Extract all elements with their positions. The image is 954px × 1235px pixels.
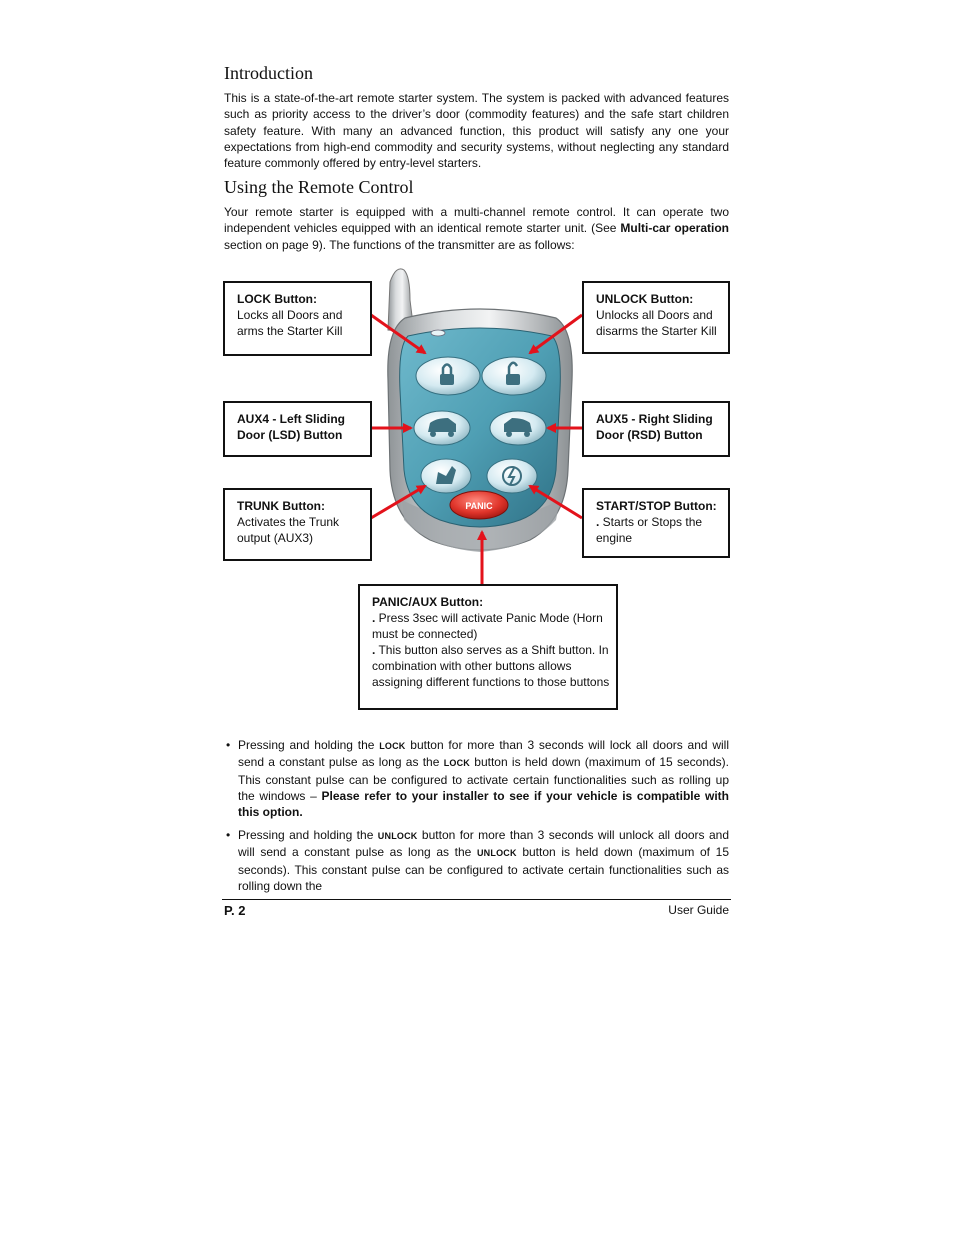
callout-startstop-text1: Starts or Stops the: [599, 515, 703, 529]
panic-label: PANIC: [465, 501, 493, 511]
callout-aux4: [223, 401, 372, 457]
bullet-lock-text: [238, 737, 729, 820]
startstop-button-graphic: [487, 459, 537, 493]
aux5-button-graphic: [490, 411, 546, 445]
callout-unlock: [582, 281, 730, 354]
callout-panic-item2a: [372, 642, 616, 658]
callout-startstop-line1: [596, 514, 728, 530]
remote-body-end: section on page 9). The functions of the transmitter are as follows:: [224, 237, 575, 252]
b1-mid: button for more than 3 seconds will lock all doors and will send a constant pulse as long as the: [238, 738, 729, 770]
callout-startstop: [582, 488, 730, 558]
b1-sc2: LOCK: [443, 758, 470, 769]
callout-panic-item1a-text: Press 3sec will activate Panic Mode (Horn: [375, 611, 603, 625]
callout-unlock-title: UNLOCK Button:: [596, 292, 694, 306]
b2-post: button is held down (maximum of 15 seconds). This constant pulse can be configured to activate certain functionalities such as rolling down the: [238, 845, 729, 893]
callout-startstop-title: START/STOP Button:: [596, 499, 717, 513]
b1-bold: Please refer to your installer to see if your vehicle is compatible with this option.: [238, 788, 729, 820]
page-number: P. 2: [224, 903, 246, 918]
callout-panic: [358, 584, 618, 710]
aux4-button-graphic: [414, 411, 470, 445]
callout-startstop-dot: .: [596, 515, 600, 529]
callout-lock-line1: Locks all Doors and: [237, 308, 343, 322]
b2-pre: Pressing and holding the: [238, 828, 378, 842]
callout-aux5: [582, 401, 730, 457]
callout-trunk: [223, 488, 372, 561]
callout-aux5-line1: AUX5 - Right Sliding: [596, 412, 713, 426]
callout-panic-item2c: assigning different functions to those buttons: [372, 675, 610, 689]
b1-sc1: LOCK: [379, 741, 406, 751]
callout-trunk-line2: output (AUX3): [237, 531, 314, 545]
bullet-dot: •: [226, 738, 231, 752]
intro-heading: Introduction: [224, 63, 313, 83]
bullet-lock: [224, 737, 729, 820]
bullet-dot: •: [226, 828, 231, 842]
callout-panic-dot1: .: [372, 611, 376, 625]
callout-panic-dot2: .: [372, 643, 376, 657]
callout-trunk-title: TRUNK Button:: [237, 499, 325, 513]
callout-panic-item1a: [372, 610, 616, 626]
intro-body: This is a state-of-the-art remote starter system. The system is packed with advanced features such as priority access to the driver’s door (commodity features) and the safe start children safety feature. With many an advanced function, this product will satisfy any one your expectations from high-end commodity and security systems, without neglecting any standard feature commonly offered by entry-level starters.: [224, 91, 729, 171]
callout-unlock-line2: disarms the Starter Kill: [596, 324, 717, 338]
callout-aux4-line2: Door (LSD) Button: [237, 428, 343, 442]
lock-button-graphic: [416, 357, 480, 395]
callout-aux4-line1: AUX4 - Left Sliding: [237, 412, 345, 426]
callout-panic-item2b: combination with other buttons allows: [372, 659, 572, 673]
callout-aux5-line2: Door (RSD) Button: [596, 428, 703, 442]
callout-panic-item2a-text: This button also serves as a Shift button. In: [375, 643, 609, 657]
b2-mid: button for more than 3 seconds will unlock all doors and will send a constant pulse as long as the: [238, 828, 729, 860]
panic-button-graphic: [450, 491, 508, 519]
callout-trunk-line1: Activates the Trunk: [237, 515, 340, 529]
remote-heading: Using the Remote Control: [224, 177, 414, 197]
callout-panic-item1b: must be connected): [372, 627, 478, 641]
bullet-unlock: [224, 827, 729, 894]
b1-post: button is held down (maximum of 15 seconds). This constant pulse can be configured to activate certain functionalities such as rolling up the windows –: [238, 755, 729, 803]
b2-sc1: UNLOCK: [377, 831, 418, 841]
remote-body-bold: Multi-car operation: [620, 221, 729, 236]
unlock-button-graphic: [482, 357, 546, 395]
callout-unlock-line1: Unlocks all Doors and: [596, 308, 713, 322]
footer-guide-label: User Guide: [668, 903, 729, 917]
callout-lock: [223, 281, 372, 356]
callout-startstop-line2: engine: [596, 531, 633, 545]
b2-sc2: UNLOCK: [476, 848, 517, 859]
b1-pre: Pressing and holding the: [238, 738, 380, 752]
callout-panic-title: PANIC/AUX Button:: [372, 595, 484, 609]
bullet-unlock-text: [238, 827, 729, 894]
callout-lock-line2: arms the Starter Kill: [237, 324, 343, 338]
remote-body-start: Your remote starter is equipped with a multi-channel remote control. It can operate two independent vehicles equipped with an identical remote starter unit. (See: [224, 205, 729, 236]
trunk-button-graphic: [421, 459, 471, 493]
callout-lock-title: LOCK Button:: [237, 292, 317, 306]
footer-rule: [222, 899, 731, 900]
